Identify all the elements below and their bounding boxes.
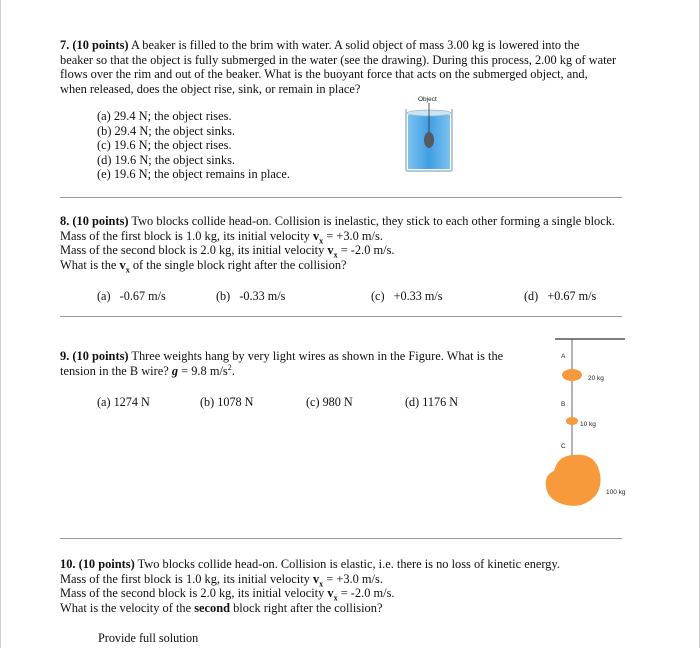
label-b: B: [561, 401, 566, 408]
label-a: A: [561, 353, 566, 360]
choice-7a[interactable]: (a) 29.4 N; the object rises.: [97, 109, 232, 123]
question-9-stem: 9. (10 points) Three weights hang by very light wires as shown in the Figure. What is the tension in the B wire? g = 9.8 $m/s^2$.: [60, 349, 504, 378]
choice-8a[interactable]: (a) -0.67 m/s: [97, 289, 166, 303]
divider-2: [60, 316, 622, 317]
choice-7e[interactable]: (e) 19.6 N; the object remains in place.: [97, 167, 291, 182]
choice-9d[interactable]: (d) 1176 N: [405, 395, 459, 409]
question-7-stem: 7. (10 points) A beaker is filled to the brim with water. A solid object of mass 3.00 kg is lowered into the beaker so that the object is fully submerged in the water (see the drawing). During this process, 2.00 kg of water flows over the rim and out of the beaker. What is the buoyant force that acts on the submerged object, and, when released, does the object rise, sink, or remain in place?: [60, 38, 617, 96]
weight-20kg: [562, 369, 582, 381]
figure-object-label: Object: [418, 96, 437, 103]
choice-7c[interactable]: (c) 19.6 N; the object rises.: [97, 138, 232, 153]
label-10kg: 10 kg: [580, 421, 596, 428]
solution-prompt: Provide full solution: [98, 631, 199, 645]
choice-9a[interactable]: (a) 1274 N: [97, 395, 150, 409]
choice-7d[interactable]: (d) 19.6 N; the object sinks.: [97, 152, 235, 167]
weight-10kg: [566, 417, 578, 425]
divider-1: [60, 197, 622, 198]
divider-3: [60, 538, 622, 539]
choice-9c[interactable]: (c) 980 N: [306, 395, 353, 409]
submerged-object: [424, 132, 434, 148]
beaker-figure: [398, 103, 460, 173]
question-8-stem: 8. (10 points) Two blocks collide head-on. Collision is inelastic, they stick to each other forming a single block. Mass of the first block is 1.0 kg, its initial velocity $v_x = +3.0$ m/s. Mass of the second block is 2.0 kg, its initial velocity $v_x = -2.0$ m/s. What is the $v_x$ of the single block right after the collision?: [60, 214, 616, 275]
question-10-stem: 10. (10 points) Two blocks collide head-on. Collision is elastic, i.e. there is no loss of kinetic energy. Mass of the first block is 1.0 kg, its initial velocity $v_x = +3.0$ m/s. Mass of the second block is 2.0 kg, its initial velocity $v_x = -2.0$ m/s. What is the velocity of the second block right after the collision?: [60, 557, 560, 615]
choice-9b[interactable]: (b) 1078 N: [200, 395, 254, 409]
label-20kg: 20 kg: [588, 375, 604, 382]
label-c: C: [561, 443, 566, 450]
choice-8b[interactable]: (b) -0.33 m/s: [216, 289, 286, 303]
label-100kg: 100 kg: [606, 489, 626, 496]
weight-100kg: [546, 455, 601, 506]
question-7-choices: [97, 109, 290, 182]
choice-8c[interactable]: (c) +0.33 m/s: [371, 289, 443, 303]
choice-7b[interactable]: (b) 29.4 N; the object sinks.: [97, 123, 235, 138]
choice-8d[interactable]: (d) +0.67 m/s: [524, 289, 597, 303]
